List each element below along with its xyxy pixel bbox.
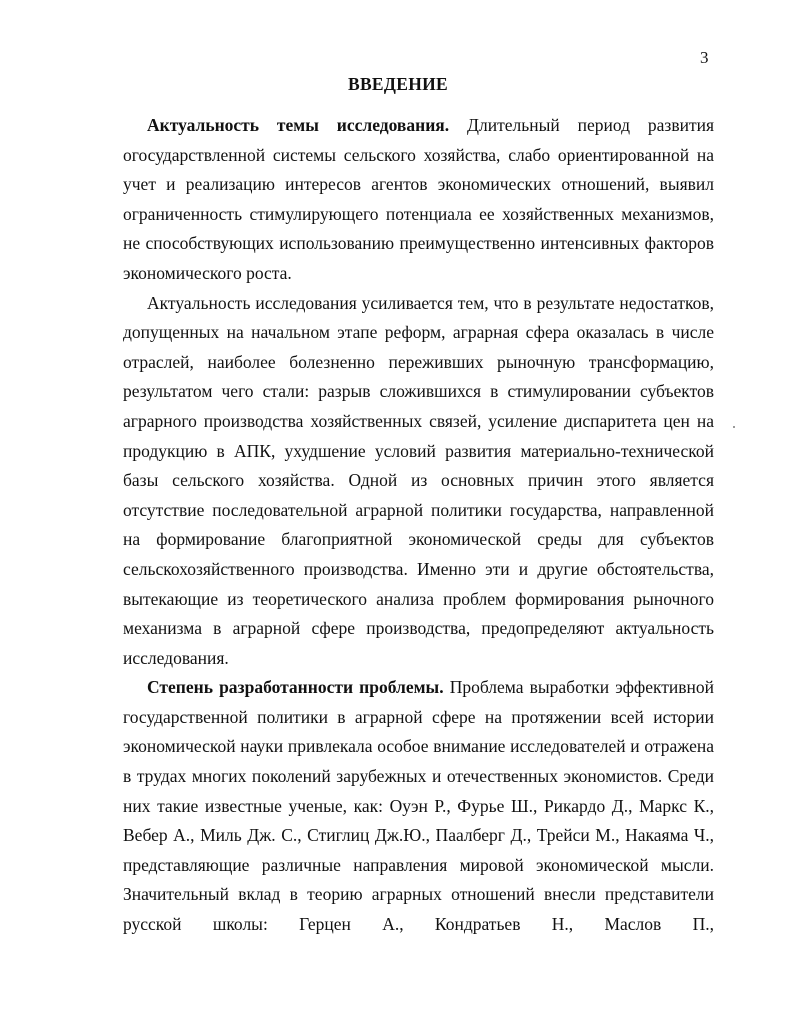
page-number: 3: [700, 48, 709, 67]
paragraph-body: Проблема выработки эффективной государственной политики в аграрной сфере на протяжении всей истории экономической науки привлекала особое внимание исследователей и отражена в трудах многих поколений зарубежных и отечественных экономистов. Среди них такие известные ученые, как: Оуэн Р., Фурье Ш., Рикардо Д., Маркс К., Вебер А., Миль Дж. С., Стиглиц Дж.Ю., Паалберг Д., Трейси М., Накаяма Ч., представляющие различные направления мировой экономической мысли. Значительный вклад в теорию аграрных отношений внесли представители русской школы: Герцен А., Кондратьев Н., Маслов П.,: [123, 677, 714, 935]
paragraph-relevance-topic: [123, 111, 714, 289]
paragraph-degree-of-development: [123, 673, 714, 939]
paragraph-relevance-reasons: [123, 289, 714, 674]
paragraph-body: Актуальность исследования усиливается тем, что в результате недостатков, допущенных на начальном этапе реформ, аграрная сфера оказалась в числе отраслей, наиболее болезненно переживших рыночную трансформацию, результатом чего стали: разрыв сложившихся в стимулировании субъектов аграрного производства хозяйственных связей, усиление диспаритета цен на продукцию в АПК, ухудшение условий развития материально-технической базы сельского хозяйства. Одной из основных причин этого является отсутствие последовательной аграрной политики государства, направленной на формирование благоприятной экономической среды для субъектов сельскохозяйственного производства. Именно эти и другие обстоятельства, вытекающие из теоретического анализа проблем формирования рыночного механизма в аграрной сфере производства, предопределяют актуальность исследования.: [123, 292, 714, 668]
body-text: [123, 111, 714, 940]
paragraph-lead: Актуальность темы исследования.: [147, 115, 450, 135]
paragraph-lead: Степень разработанности проблемы.: [147, 677, 444, 698]
paragraph-body: Длительный период развития огосударствленной системы сельского хозяйства, слабо ориентированной на учет и реализацию интересов агентов экономических отношений, выявил ограниченность стимулирующего потенциала ее хозяйственных механизмов, не способствующих использованию преимущественно интенсивных факторов экономического роста.: [123, 115, 715, 283]
section-heading: ВВЕДЕНИЕ: [347, 74, 449, 94]
scan-speck: [733, 426, 735, 428]
